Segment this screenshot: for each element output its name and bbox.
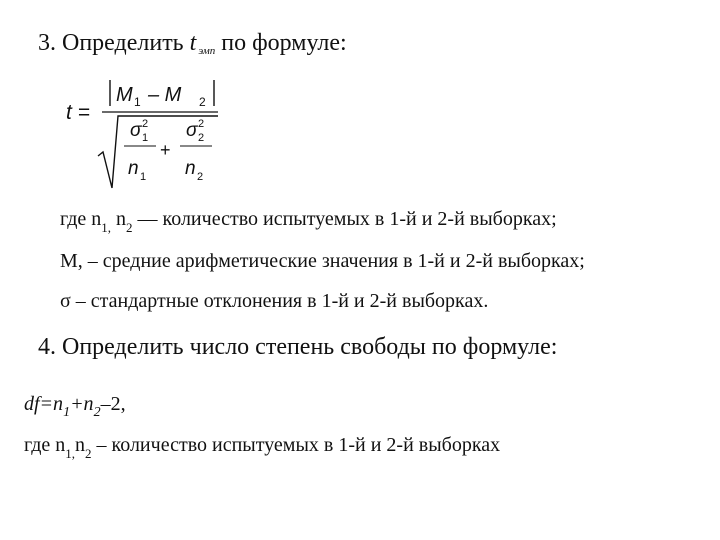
definition-n1-subscript: 1, xyxy=(101,220,112,235)
numerator-m1: M xyxy=(116,84,133,106)
definition-m xyxy=(60,250,585,273)
plus-sign: + xyxy=(160,140,171,160)
definition-n2-letter: n xyxy=(111,208,127,230)
definition-n1-n2 xyxy=(60,208,557,235)
heading-step-4 xyxy=(38,334,557,361)
heading-step-3-variable: t xyxy=(189,30,197,56)
t-statistic-formula xyxy=(66,72,236,197)
definition-n1-n2-prefix: где n xyxy=(60,208,102,230)
numerator-m1-subscript: 1 xyxy=(134,95,141,109)
sigma-2: σ xyxy=(186,120,198,141)
definition-df-n1-subscript: 1, xyxy=(65,446,76,461)
definition-df-n xyxy=(24,434,501,461)
definition-df-n2-letter: n xyxy=(75,434,86,456)
sigma-2-subscript: 2 xyxy=(198,132,205,144)
definition-m-text: M, – средние арифметические значения в 1-й и 2-й выборках; xyxy=(60,250,585,272)
heading-step-3-variable-subscript: эмп xyxy=(198,45,216,57)
definition-n1-n2-text: — количество испытуемых в 1-й и 2-й выборках; xyxy=(132,208,557,230)
sigma-1: σ xyxy=(130,120,142,141)
sigma-1-subscript: 1 xyxy=(142,132,149,144)
n-1-subscript: 1 xyxy=(140,171,147,183)
numerator-m2-subscript: 2 xyxy=(199,95,206,109)
df-formula-plus: +n xyxy=(70,393,94,415)
formula-graphic xyxy=(66,72,236,197)
heading-step-4-text: 4. Определить число степень свободы по формуле: xyxy=(38,334,558,360)
sigma-1-square: 2 xyxy=(142,118,149,130)
definition-sigma-text: – стандартные отклонения в 1-й и 2-й выборках. xyxy=(70,290,489,312)
formula-lhs: t = xyxy=(66,101,90,124)
n-2: n xyxy=(185,158,196,179)
heading-step-3 xyxy=(38,30,347,57)
definition-df-n-prefix: где n xyxy=(24,434,66,456)
df-formula-sub2: 2 xyxy=(93,405,101,420)
definition-df-n-text: – количество испытуемых в 1-й и 2-й выборках xyxy=(91,434,501,456)
definition-n2-subscript: 2 xyxy=(126,220,133,235)
df-formula-rest: –2, xyxy=(100,393,126,415)
n-1: n xyxy=(128,158,139,179)
df-formula-sub1: 1 xyxy=(63,405,71,420)
definition-df-n2-subscript: 2 xyxy=(85,446,92,461)
heading-step-3-rest: по формуле: xyxy=(215,30,347,56)
definition-sigma xyxy=(60,290,488,313)
heading-step-3-label: 3. Определить xyxy=(38,30,190,56)
df-formula-lhs: df=n xyxy=(24,393,64,415)
df-formula xyxy=(24,393,126,420)
numerator-minus-m2: – M xyxy=(148,84,182,106)
n-2-subscript: 2 xyxy=(197,171,204,183)
sigma-2-square: 2 xyxy=(198,118,205,130)
sigma-symbol: σ xyxy=(60,290,71,312)
